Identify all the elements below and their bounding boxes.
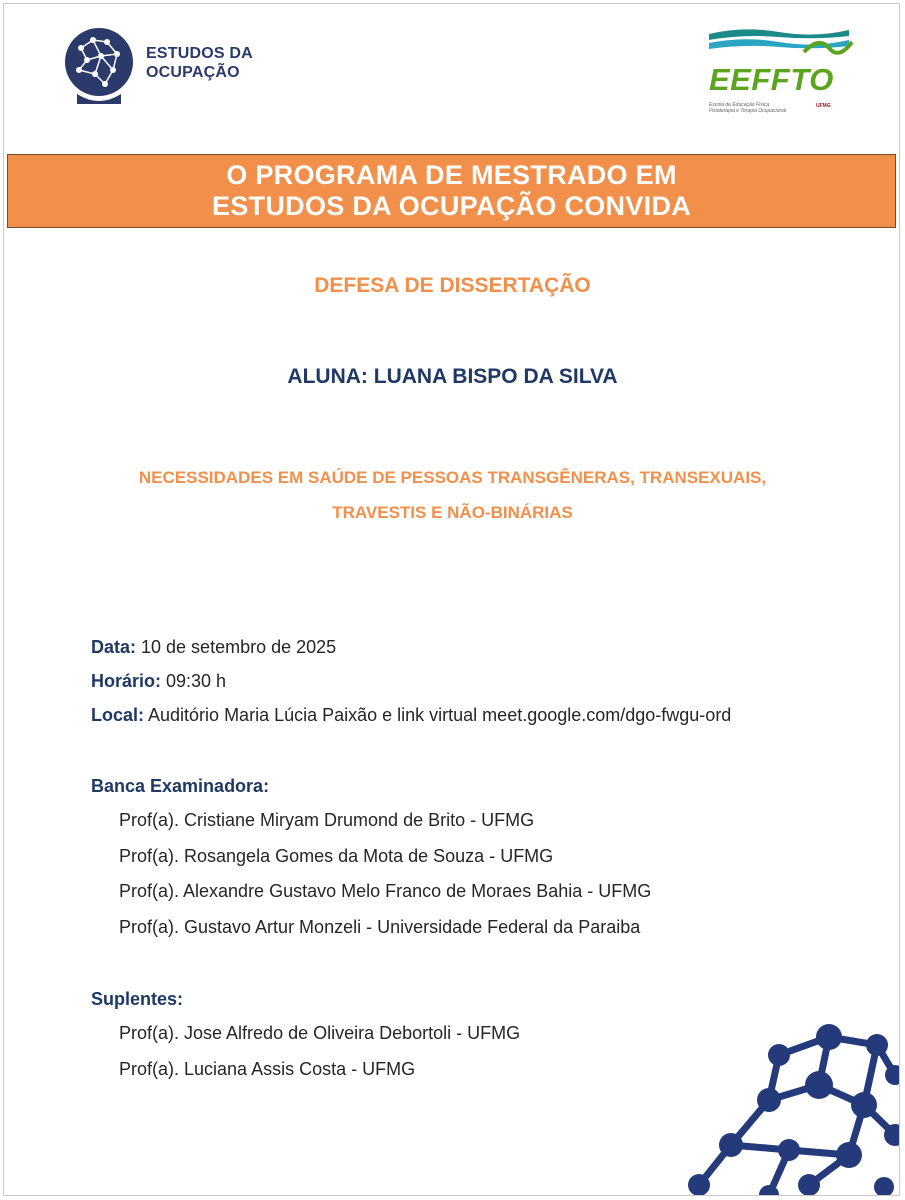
eeffto-logo [704,24,864,124]
committee-member: Prof(a). Alexandre Gustavo Melo Franco de Moraes Bahia - UFMG [119,881,652,901]
thesis-title-line-2: TRAVESTIS E NÃO-BINÁRIAS [332,503,573,522]
alternates-heading: Suplentes: [91,989,184,1009]
time-value: 09:30 h [161,671,227,691]
time-label: Horário: [91,671,162,691]
committee-member: Prof(a). Gustavo Artur Monzeli - Universidade Federal da Paraiba [119,916,641,937]
invitation-page [3,3,900,1196]
alternate-member: Prof(a). Jose Alfredo de Oliveira Debortoli - UFMG [119,1023,521,1043]
committee-member: Prof(a). Cristiane Miryam Drumond de Brito - UFMG [119,810,535,830]
student-name: ALUNA: LUANA BISPO DA SILVA [287,365,618,388]
thesis-title [4,460,900,530]
date-value: 10 de setembro de 2025 [136,637,337,657]
ufmg-mark: UFMG [816,103,831,109]
location-value: Auditório Maria Lúcia Paixão e link virtual meet.google.com/dgo-fwgu-ord [144,705,732,725]
network-decoration-icon [659,1015,899,1195]
time-row [91,664,731,698]
estudos-logo-text: ESTUDOS DA OCUPAÇÃO [146,45,253,81]
defense-details [91,630,731,1087]
program-banner [7,154,896,228]
alternate-member: Prof(a). Luciana Assis Costa - UFMG [119,1058,416,1079]
estudos-da-ocupacao-logo [59,24,269,109]
event-type-heading: DEFESA DE DISSERTAÇÃO [314,274,591,297]
eeffto-waves-icon [704,24,854,64]
date-label: Data: [91,637,137,657]
date-row [91,630,731,664]
eeffto-subtitle: Escola de Educação Física Fisioterapia e Terapia Ocupacional [709,102,787,114]
committee-member: Prof(a). Rosangela Gomes da Mota de Souza - UFMG [119,845,554,866]
eeffto-brand-text: EEFFTO [709,62,834,97]
network-head-icon [59,24,141,106]
location-label: Local: [91,705,145,725]
thesis-title-line-1: NECESSIDADES EM SAÚDE DE PESSOAS TRANSGÊNERAS, TRANSEXUAIS, [138,468,767,487]
banner-line-2: ESTUDOS DA OCUPAÇÃO CONVIDA [211,191,692,221]
banner-line-1: O PROGRAMA DE MESTRADO EM [226,160,677,190]
location-row [91,698,731,732]
committee-heading: Banca Examinadora: [91,776,270,796]
